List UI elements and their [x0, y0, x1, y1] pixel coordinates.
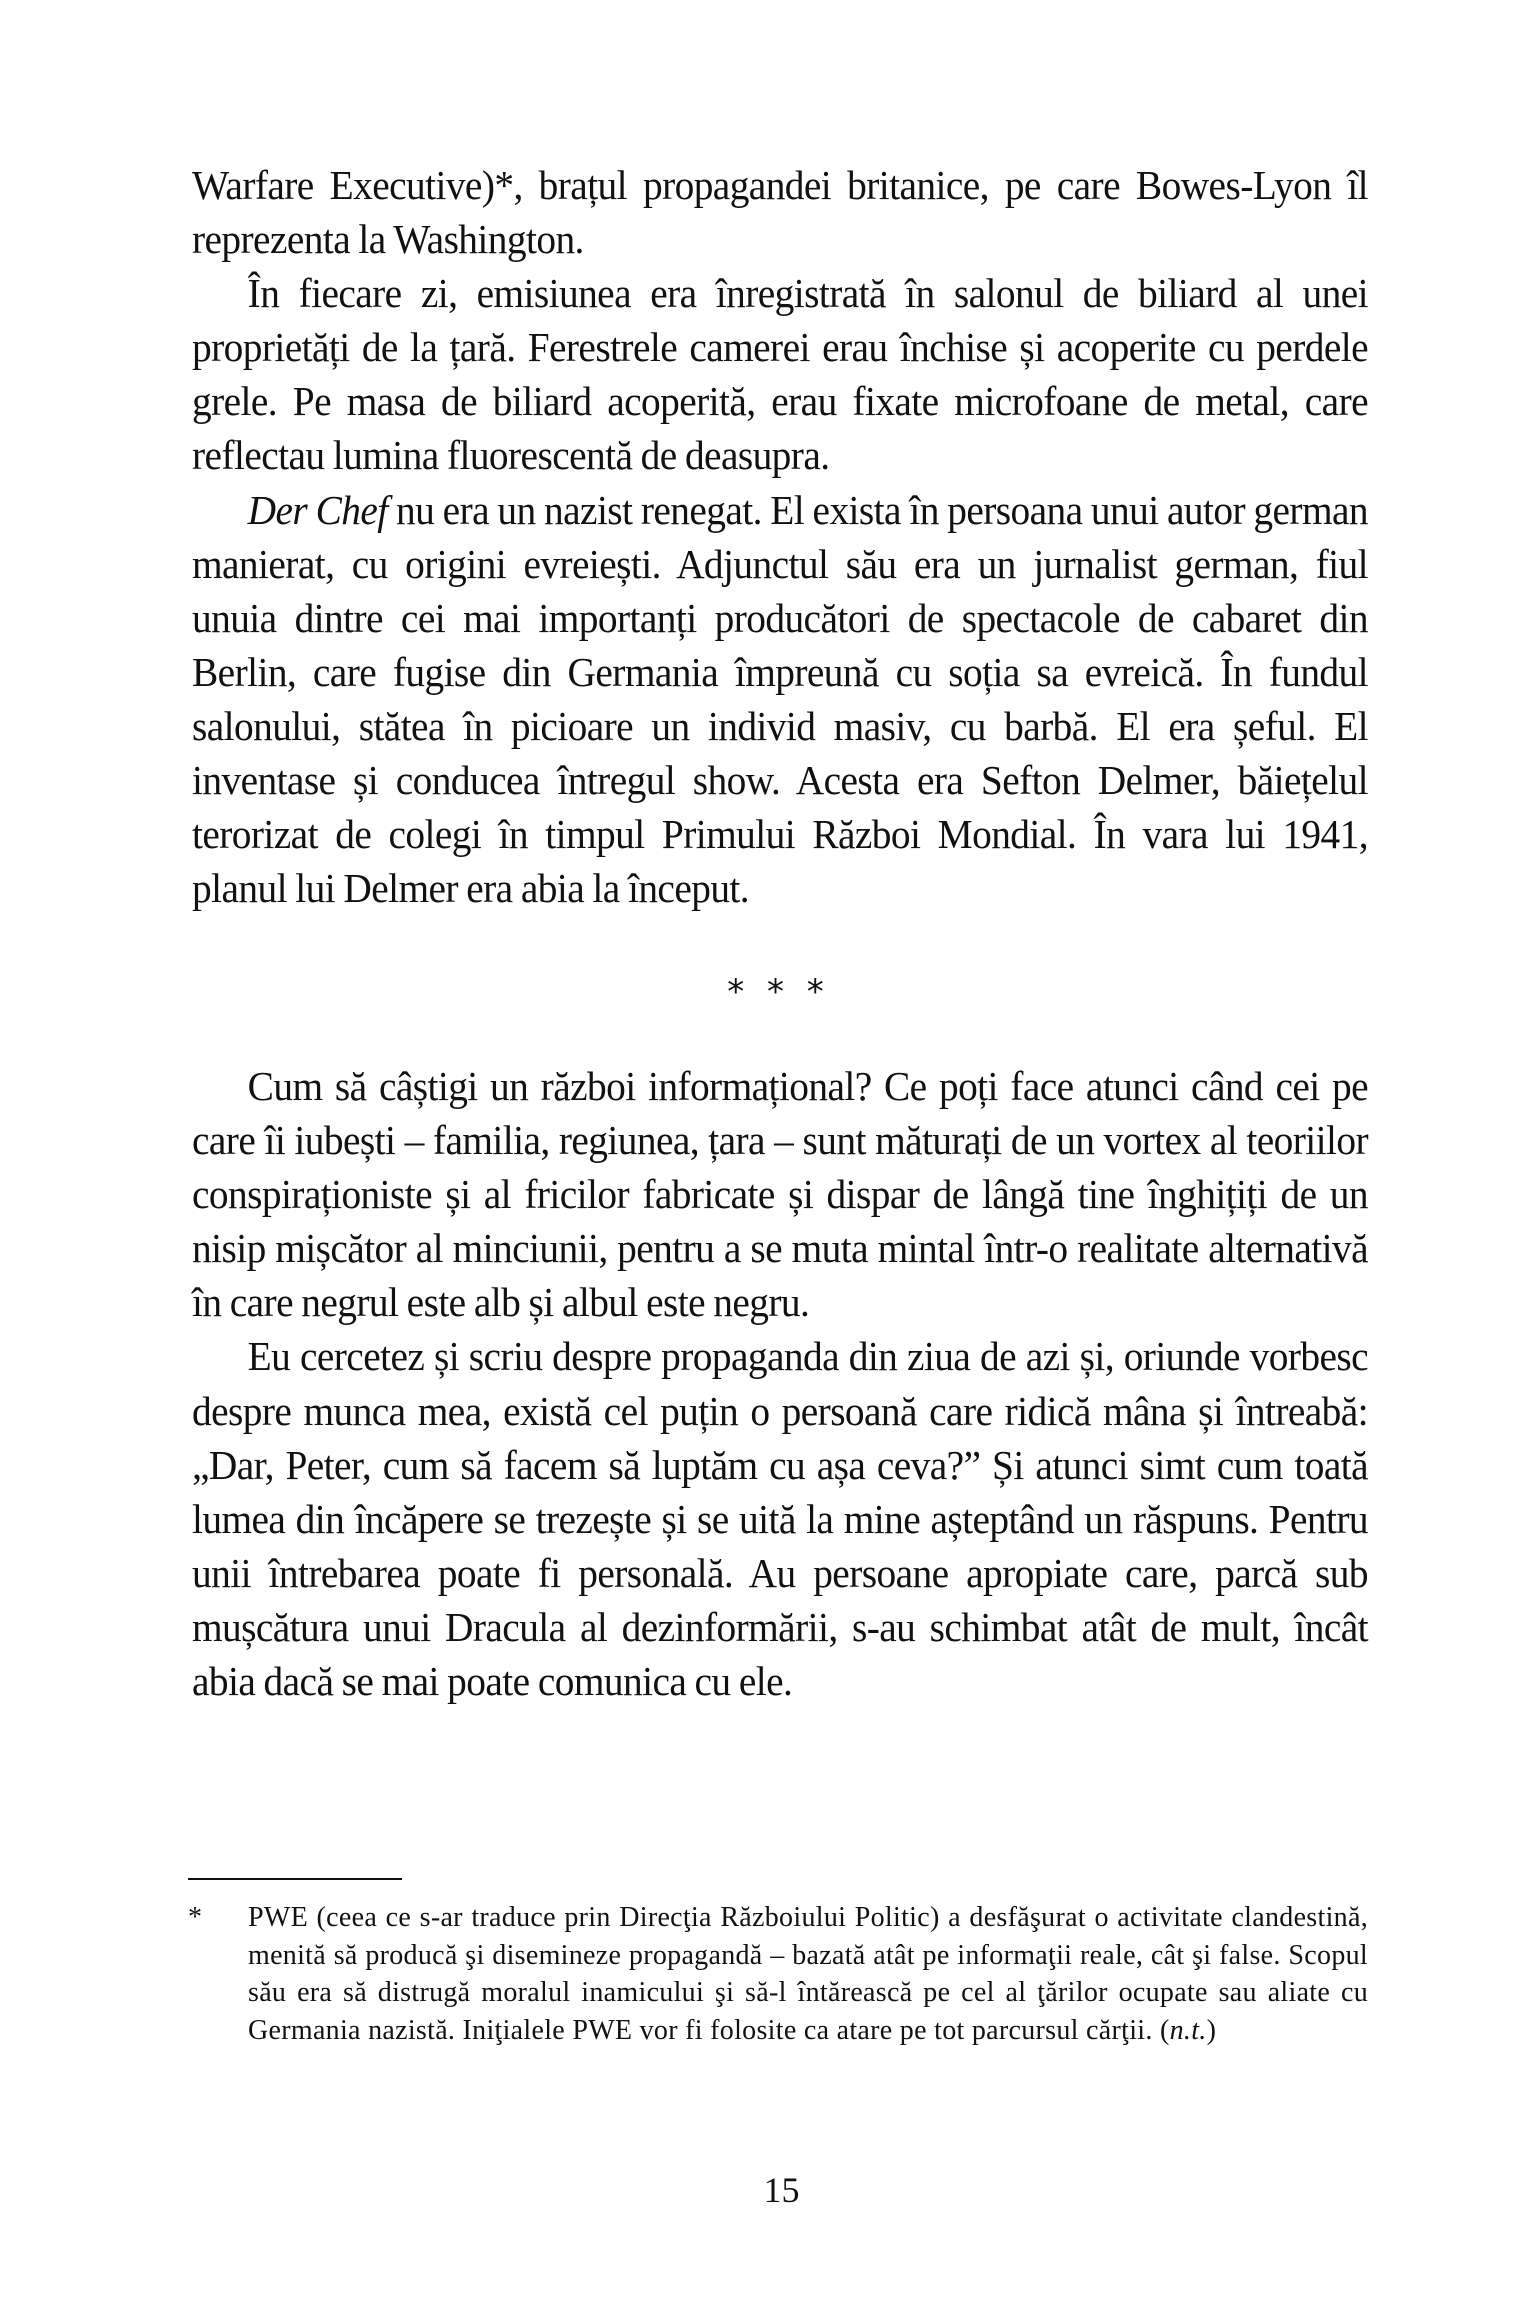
footnote-marker: *: [188, 1902, 202, 1933]
paragraph-text: nu era un nazist renegat. El exista în persoana unui autor german manierat, cu origini evreiești. Adjunctul său era un jurnalist german, fiul unuia dintre cei mai importanți producători de spectacole de cabaret din Berlin, care fugise din Germania împreună cu soția sa evreică. În fundul salonului, stătea în picioare un individ masiv, cu barbă. El era șeful. El inventase și conducea întregul show. Acesta era Sefton Delmer, băiețelul terorizat de colegi în timpul Primului Război Mondial. În vara lui 1941, planul lui Delmer era abia la început.: [192, 486, 1368, 912]
paragraph: Cum să câștigi un război informațional? Ce poți face atunci când cei pe care îi iubești – familia, regiunea, țara – sunt măturați de un vortex al teoriilor conspiraționiste și al fricilor fabricate și dispar de lângă tine înghițiți de un nisip mișcător al minciunii, pentru a se muta mintal într-o realitate alternativă în care negrul este alb și albul este negru.: [192, 1063, 1369, 1326]
footnote-text: [248, 1899, 1368, 2049]
note-paren-open: (: [1159, 2014, 1170, 2046]
paragraph: În fiecare zi, emisiunea era înregistrată în salonul de biliard al unei proprietăți de la țară. Ferestrele camerei erau închise și acoperite cu perdele grele. Pe masa de biliard acoperită, erau fixate microfoane de metal, care reflectau lumina fluorescentă de deasupra.: [192, 270, 1369, 479]
footnote-body: PWE (ceea ce s-ar traduce prin Direcţia Războiului Politic) a desfăşurat o activitate clandestină, menită să producă şi disemineze propagandă – bazată atât pe informaţii reale, cât şi false. Scopul său era să distrugă moralul inamicului şi să-l întărească pe cel al ţărilor ocupate sau aliate cu Germania nazistă. Iniţialele PWE vor fi folosite ca atare pe tot parcursul cărţii.: [248, 1902, 1368, 2046]
paragraph: [192, 483, 1368, 916]
italic-phrase: Der Chef: [247, 486, 388, 533]
footnote: [188, 1899, 1368, 2049]
text-block-before-break: [192, 158, 1368, 915]
note-paren-close: ): [1206, 2014, 1217, 2046]
paragraph: Eu cercetez și scriu despre propaganda din ziua de azi și, oriunde vorbesc despre munca mea, există cel puțin o persoană care ridică mâna și întreabă: „Dar, Peter, cum să facem să luptăm cu așa ceva?” Și atunci simt cum toată lumea din încăpere se trezește și se uită la mine așteptând un răspuns. Pentru unii întrebarea poate fi personală. Au persoane apropiate care, parcă sub mușcătura unui Dracula al dezinformării, s-au schimbat atât de mult, încât abia dacă se mai poate comunica cu ele.: [192, 1333, 1369, 1705]
section-break-asterisks: * * *: [727, 972, 830, 1012]
text-block-after-break: [192, 1059, 1368, 1708]
footnote-separator-rule: [188, 1878, 402, 1880]
translator-note-abbrev: n.t.: [1169, 2014, 1207, 2046]
paragraph: Warfare Executive)*, brațul propagandei britanice, pe care Bowes-Lyon îl reprezenta la Washington.: [192, 162, 1368, 263]
page-number: 15: [763, 2170, 800, 2210]
